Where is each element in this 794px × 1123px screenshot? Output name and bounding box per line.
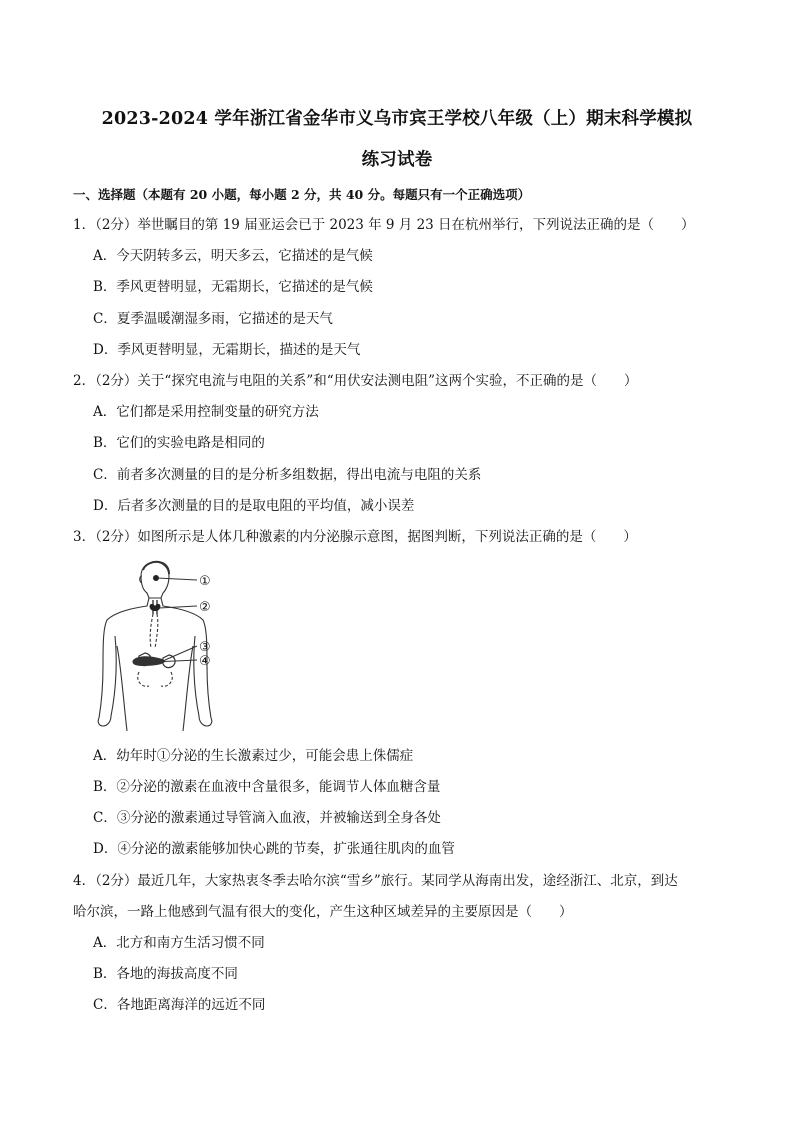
question-4-stem-line2: 哈尔滨，一路上他感到气温有很大的变化，产生这种区域差异的主要原因是（ ） — [73, 904, 573, 920]
exam-title-line2: 练习试卷 — [361, 150, 433, 170]
question-3-option-d: D．④分泌的激素能够加快心跳的节奏，扩张通往肌肉的血管 — [93, 841, 455, 857]
figure-label-4: ④ — [199, 654, 211, 669]
question-2-option-b: B．它们的实验电路是相同的 — [93, 435, 265, 451]
question-4-option-b: B．各地的海拔高度不同 — [93, 966, 238, 982]
question-4-stem-line1: 4．（2分）最近几年，大家热衷冬季去哈尔滨“雪乡”旅行。某同学从海南出发，途经浙江、北京，到达 — [73, 873, 678, 889]
section-heading: 一、选择题（本题有 20 小题，每小题 2 分，共 40 分。每题只有一个正确选项） — [73, 187, 531, 202]
question-1-stem: 1．（2分）举世瞩目的第 19 届亚运会已于 2023 年 9 月 23 日在杭州举行，下列说法正确的是（ ） — [73, 217, 695, 233]
figure-label-2: ② — [199, 600, 211, 615]
endocrine-glands-figure — [93, 556, 243, 731]
question-2-option-d: D．后者多次测量的目的是取电阻的平均值，减小误差 — [93, 498, 415, 514]
question-1-option-c: C．夏季温暖潮湿多雨，它描述的是天气 — [93, 311, 333, 327]
question-1-option-a: A．今天阴转多云，明天多云，它描述的是气候 — [93, 248, 373, 264]
question-3-stem: 3．（2分）如图所示是人体几种激素的内分泌腺示意图，据图判断，下列说法正确的是（ ） — [73, 529, 637, 545]
figure-label-3: ③ — [199, 640, 211, 655]
human-body-diagram — [93, 556, 243, 731]
figure-label-1: ① — [199, 574, 211, 589]
question-2-option-a: A．它们都是采用控制变量的研究方法 — [93, 404, 319, 420]
question-3-option-b: B．②分泌的激素在血液中含量很多，能调节人体血糖含量 — [93, 779, 441, 795]
question-2-stem: 2．（2分）关于“探究电流与电阻的关系”和“用伏安法测电阻”这两个实验，不正确的是（ ） — [73, 373, 638, 389]
question-3-option-a: A．幼年时①分泌的生长激素过少，可能会患上侏儒症 — [93, 748, 414, 764]
question-1-option-b: B．季风更替明显，无霜期长，它描述的是气候 — [93, 279, 373, 295]
question-4-option-c: C．各地距离海洋的远近不同 — [93, 997, 266, 1013]
question-3-option-c: C．③分泌的激素通过导管滴入血液，并被输送到全身各处 — [93, 810, 441, 826]
question-4-option-a: A．北方和南方生活习惯不同 — [93, 935, 265, 951]
question-1-option-d: D．季风更替明显，无霜期长，描述的是天气 — [93, 342, 361, 358]
exam-title-line1: 2023-2024 学年浙江省金华市义乌市宾王学校八年级（上）期末科学模拟 — [101, 109, 693, 129]
question-2-option-c: C．前者多次测量的目的是分析多组数据，得出电流与电阻的关系 — [93, 467, 482, 483]
